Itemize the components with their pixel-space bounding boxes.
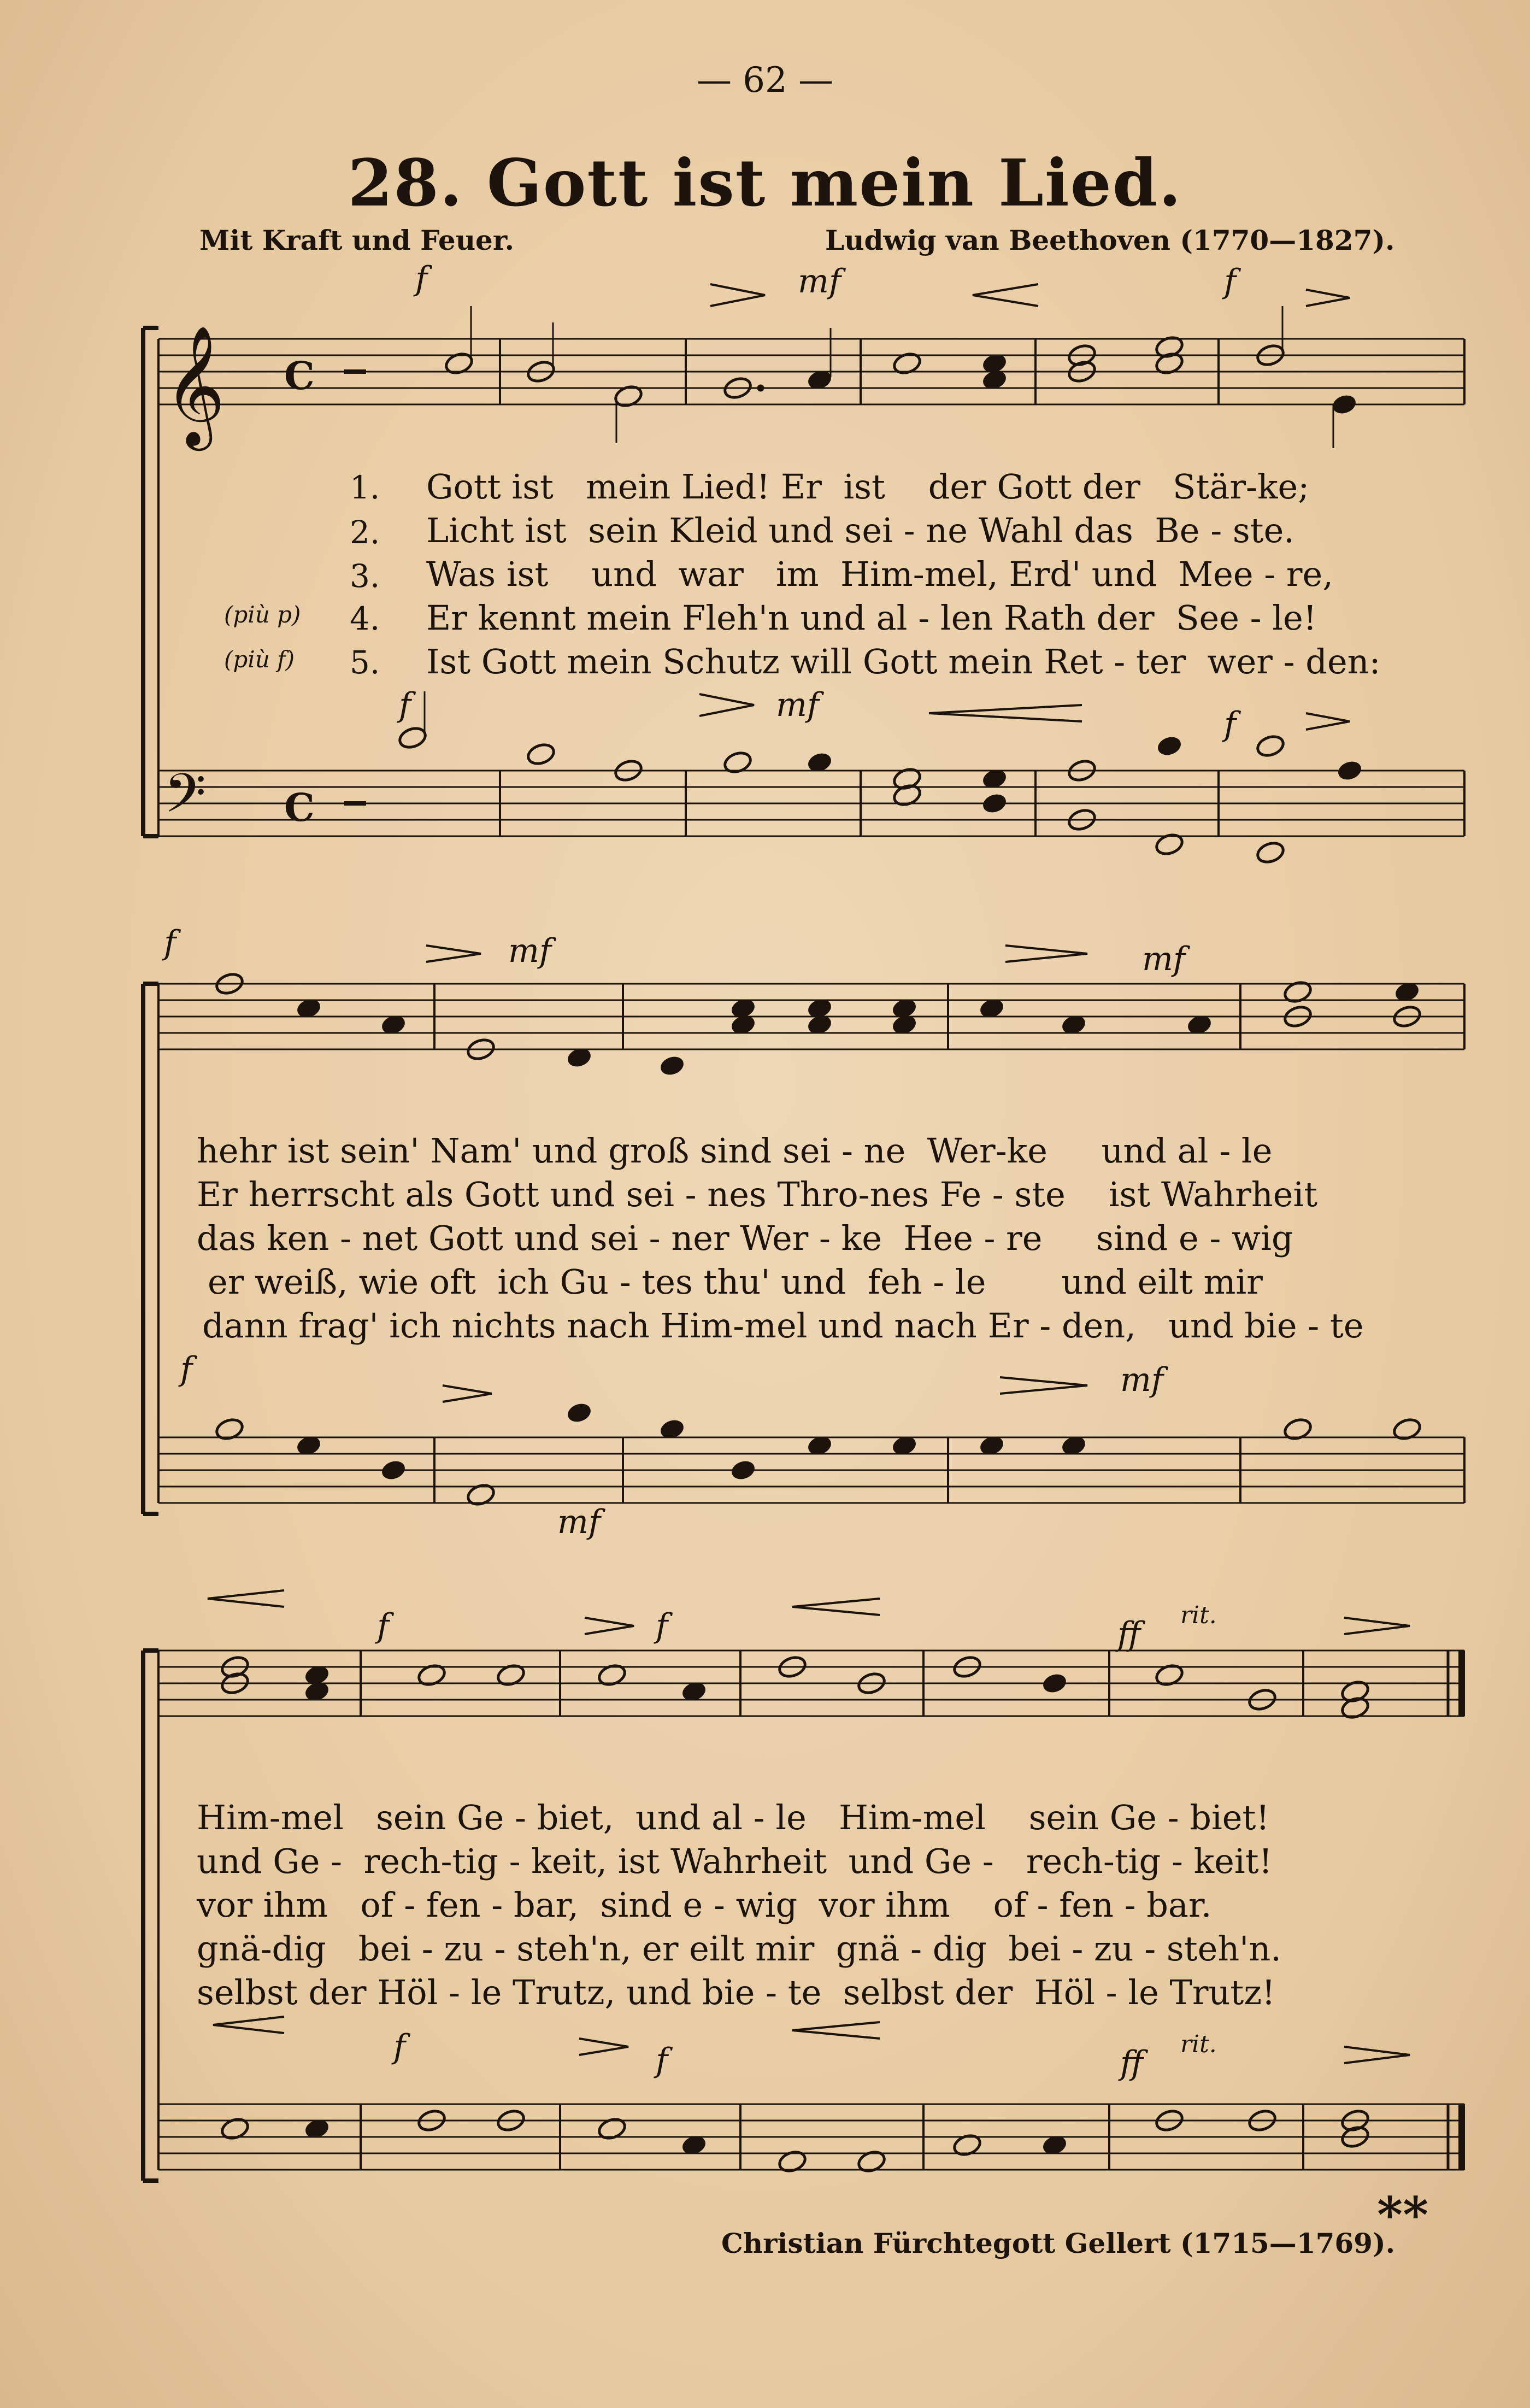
dynamic-ff: ff [1120,2044,1144,2082]
dynamic-f: f [164,924,176,962]
dynamic-mf: mf [557,1503,601,1541]
verse-number: 5. [350,644,380,681]
dynamic-mf: mf [1120,1361,1164,1399]
composer-credit: Ludwig van Beethoven (1770—1827). [825,224,1395,256]
dynamic-f: f [377,1607,390,1645]
lyric-line: er weiß, wie oft ich Gu - tes thu' und feh - le und eilt mir [208,1262,1263,1302]
lyric-line: das ken - net Gott und sei - ner Wer - ke Hee - re sind e - wig [197,1218,1293,1258]
dynamic-f: f [415,260,428,298]
lyric-line: selbst der Höl - le Trutz, und bie - te selbst der Höl - le Trutz! [197,1972,1275,2012]
dynamic-ff: ff [1117,1615,1141,1653]
dynamic-mf: mf [1142,940,1186,978]
dynamic-f: f [656,2041,668,2080]
lyric-line: Gott ist mein Lied! Er ist der Gott der Stär-ke; [426,467,1310,507]
lyric-line: vor ihm of - fen - bar, sind e - wig vor ihm of - fen - bar. [197,1885,1212,1925]
dynamic-piu-f: (più f) [224,646,295,673]
verse-number: 4. [350,600,380,637]
svg-text:C: C [284,785,315,830]
lyric-line: Was ist und war im Him-mel, Erd' und Mee - re, [426,554,1333,594]
dynamic-f: f [1224,262,1237,301]
ritardando-mark: rit. [1180,2030,1217,2058]
lyric-line: dann frag' ich nichts nach Him-mel und nach Er - den, und bie - te [202,1306,1364,1346]
lyric-line: Him-mel sein Ge - biet, und al - le Him-mel sein Ge - biet! [197,1798,1270,1837]
verse-number: 2. [350,514,380,551]
dynamic-mf: mf [776,686,820,724]
dynamic-mf: mf [508,932,552,970]
tempo-marking: Mit Kraft und Feuer. [199,224,515,256]
hymn-title: 28. Gott ist mein Lied. [348,145,1182,221]
dynamic-f: f [1224,705,1237,743]
lyric-line: Ist Gott mein Schutz will Gott mein Ret - ter wer - den: [426,642,1381,682]
common-time-icon: C [284,353,315,398]
dynamic-f: f [399,686,411,724]
lyric-line: Er herrscht als Gott und sei - nes Thro-nes Fe - ste ist Wahrheit [197,1174,1318,1214]
dynamic-f: f [656,1607,668,1645]
lyric-line: Licht ist sein Kleid und sei - ne Wahl das Be - ste. [426,510,1294,550]
lyric-line: und Ge - rech-tig - keit, ist Wahrheit und Ge - rech-tig - keit! [197,1841,1273,1881]
lyric-line: gnä-dig bei - zu - steh'n, er eilt mir gnä - dig bei - zu - steh'n. [197,1929,1281,1969]
ritardando-mark: rit. [1180,1601,1217,1629]
notes-system-1 [444,306,1357,448]
bass-clef-icon: 𝄢 [164,762,207,838]
lyric-line: Er kennt mein Fleh'n und al - len Rath der See - le! [426,598,1317,638]
dynamic-f: f [180,1350,193,1388]
lyricist-credit: Christian Fürchtegott Gellert (1715—1769). [721,2227,1396,2259]
dynamic-mf: mf [798,262,841,301]
dynamic-f: f [393,2028,406,2066]
verse-number: 1. [350,469,380,506]
dynamic-piu-p: (più p) [224,601,301,628]
lyric-line: hehr ist sein' Nam' und groß sind sei - ne Wer-ke und al - le [197,1131,1273,1171]
treble-clef-icon: 𝄞 [164,325,226,445]
verse-number: 3. [350,557,380,595]
footnote-mark: ** [1377,2186,1429,2244]
page-number: — 62 — [696,60,834,101]
